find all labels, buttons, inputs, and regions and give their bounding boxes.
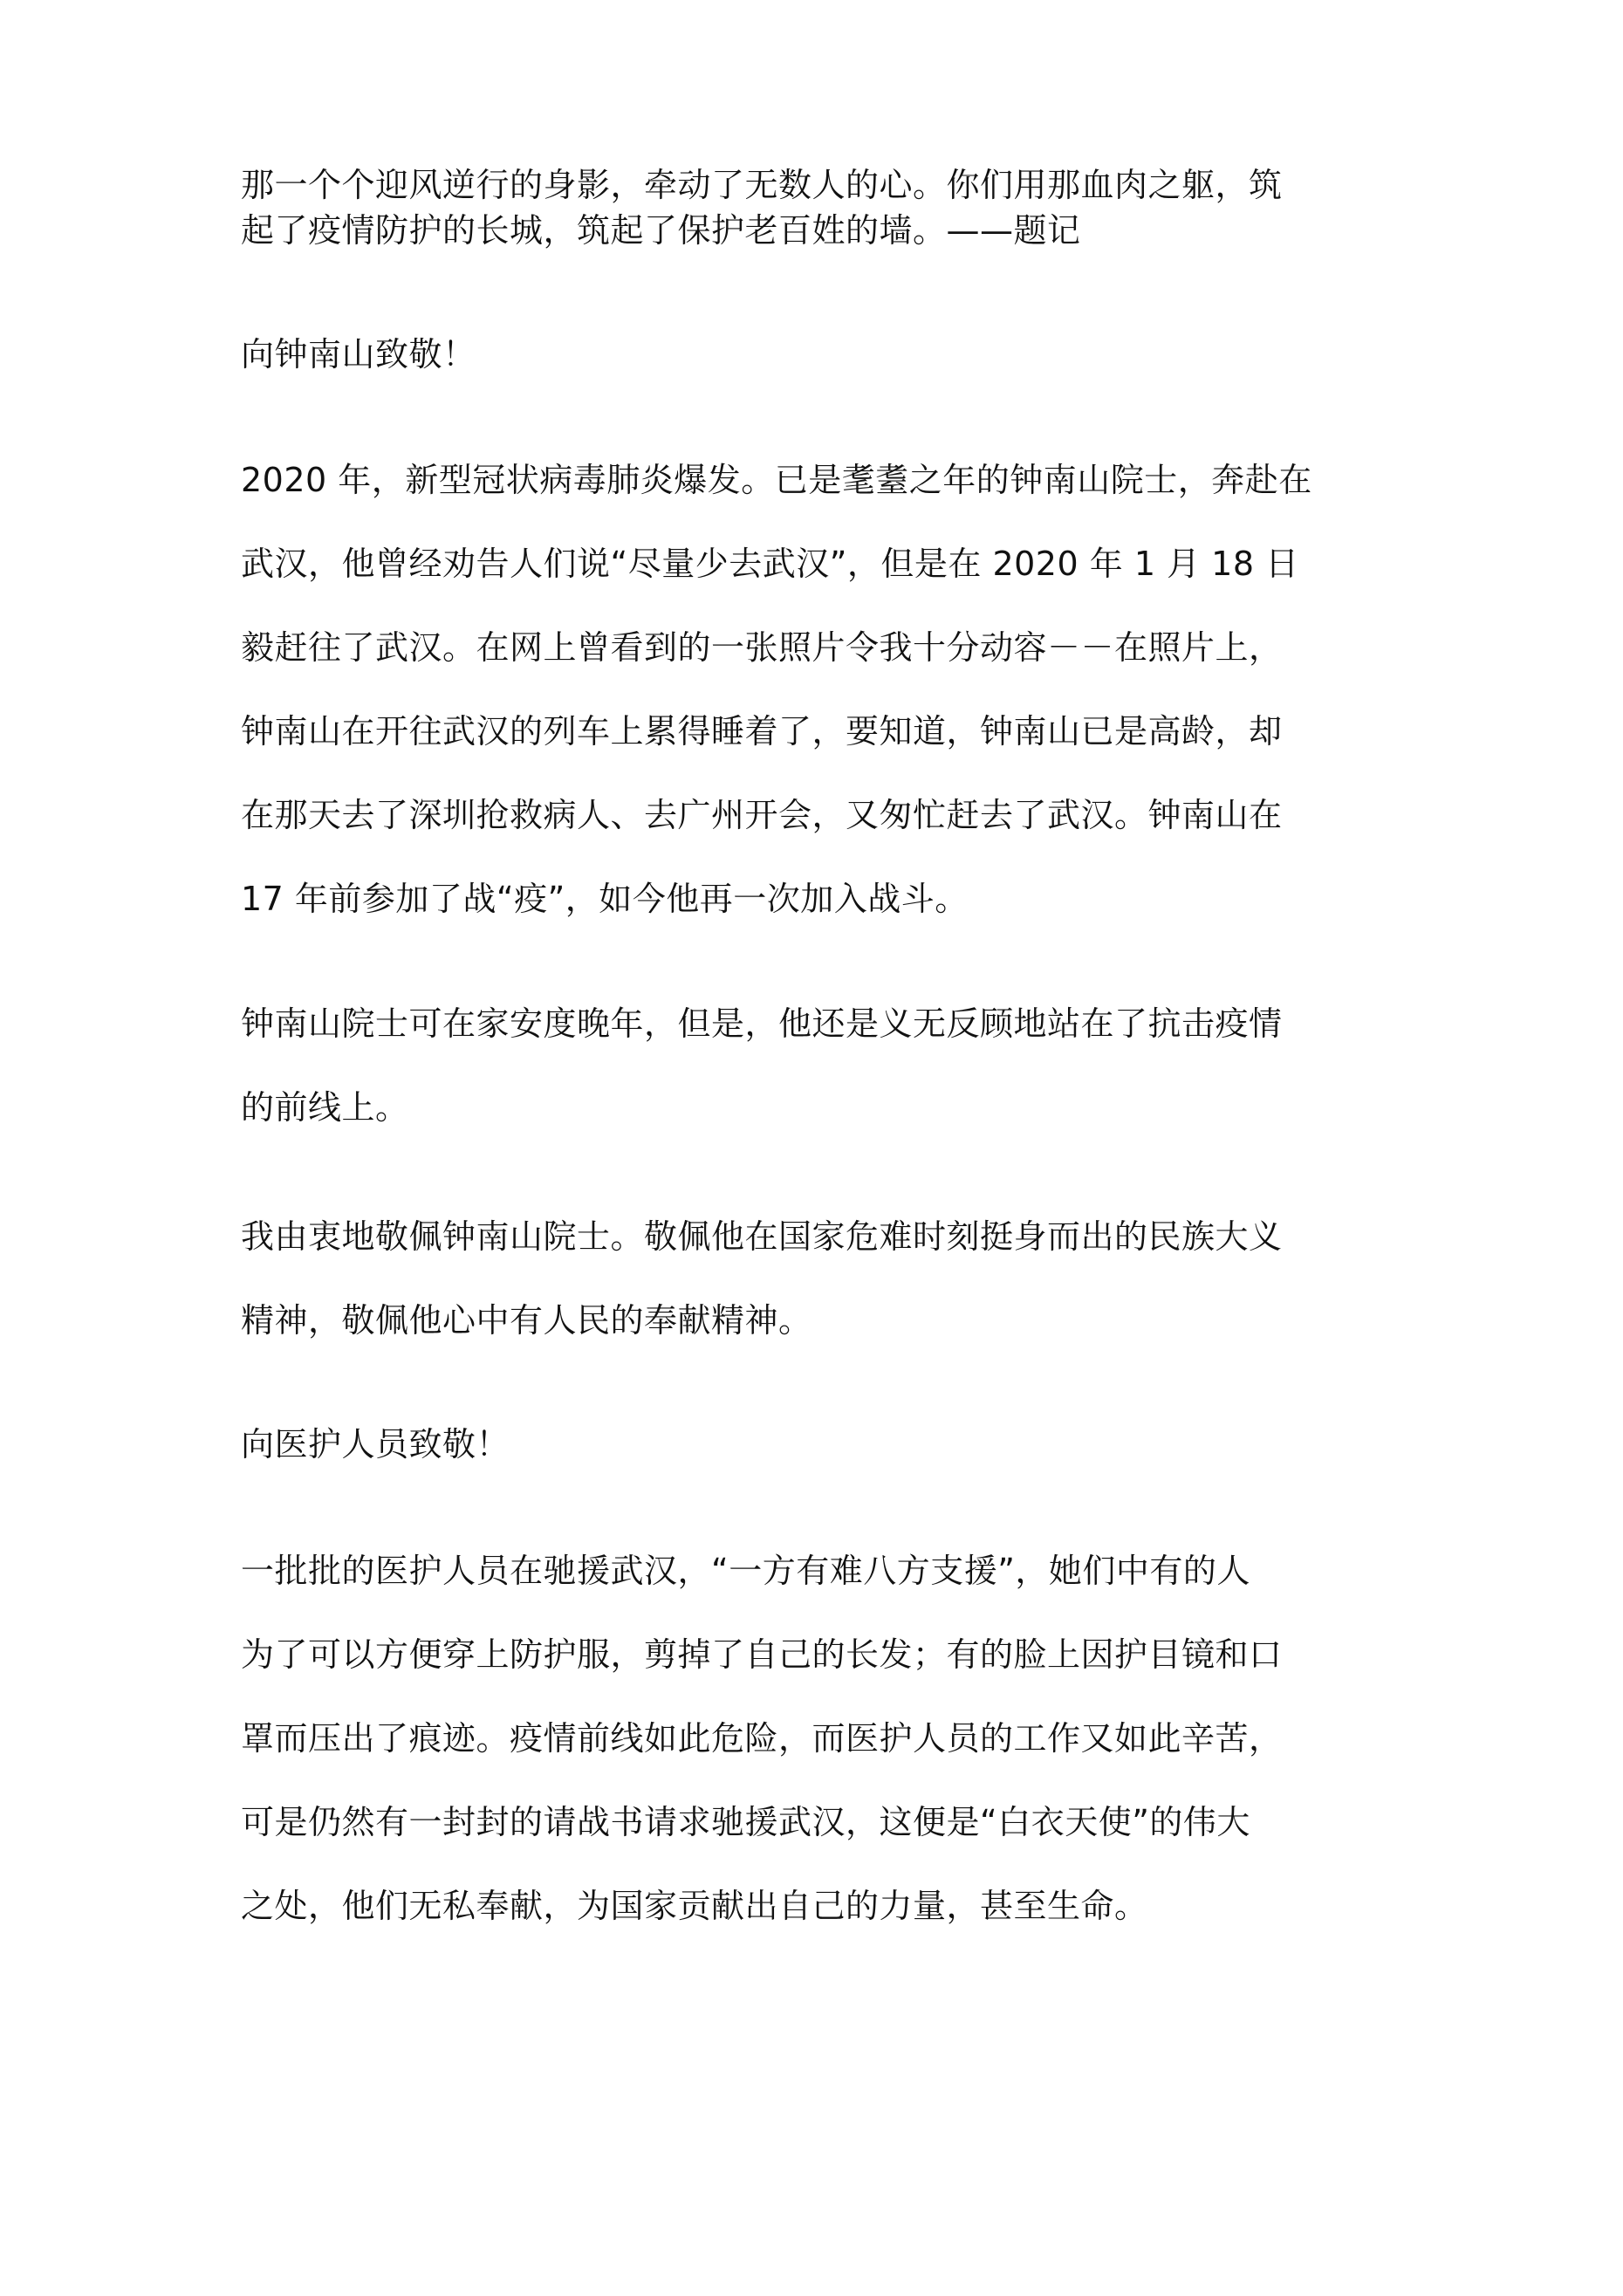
zhong-nanshan-paragraph-3 xyxy=(241,1195,1410,1362)
text-line: 一批批的医护人员在驰援武汉，“一方有难八方支援”，她们中有的人 xyxy=(241,1552,1250,1590)
text-line: 钟南山院士可在家安度晚年，但是，他还是义无反顾地站在了抗击疫情 xyxy=(241,1004,1283,1043)
text-line: 毅赶往了武汉。在网上曾看到的一张照片令我十分动容－－在照片上， xyxy=(241,628,1283,667)
text-line: 精神，敬佩他心中有人民的奉献精神。 xyxy=(241,1301,812,1340)
text-line: 起了疫情防护的长城，筑起了保护老百姓的墙。——题记 xyxy=(241,211,1081,250)
text-line: 17 年前参加了战“疫”，如今他再一次加入战斗。 xyxy=(241,880,969,918)
text-line: 那一个个迎风逆行的身影，牵动了无数人的心。你们用那血肉之躯，筑 xyxy=(241,166,1283,204)
epigraph-paragraph xyxy=(241,162,1410,253)
text-line: 我由衷地敬佩钟南山院士。敬佩他在国家危难时刻挺身而出的民族大义 xyxy=(241,1217,1283,1256)
text-line: 的前线上。 xyxy=(241,1088,409,1127)
text-line: 武汉，他曾经劝告人们说“尽量少去武汉”，但是在 2020 年 1 月 18 日 xyxy=(241,545,1299,583)
section-heading-zhong-nanshan xyxy=(241,332,1410,377)
text-line: 可是仍然有一封封的请战书请求驰援武汉，这便是“白衣天使”的伟大 xyxy=(241,1803,1250,1841)
text-line: 之处，他们无私奉献，为国家贡献出自己的力量，甚至生命。 xyxy=(241,1887,1148,1925)
text-line: 为了可以方便穿上防护服，剪掉了自己的长发；有的脸上因护目镜和口 xyxy=(241,1635,1283,1674)
zhong-nanshan-paragraph-1 xyxy=(241,438,1410,941)
text-line: 罩而压出了痕迹。疫情前线如此危险，而医护人员的工作又如此辛苦， xyxy=(241,1719,1283,1758)
zhong-nanshan-paragraph-2 xyxy=(241,982,1410,1149)
text-line: 在那天去了深圳抢救病人、去广州开会，又匆忙赶去了武汉。钟南山在 xyxy=(241,796,1283,834)
medical-staff-paragraph-1 xyxy=(241,1529,1410,1948)
heading-text: 向医护人员致敬！ xyxy=(241,1425,510,1463)
text-line: 2020 年，新型冠状病毒肺炎爆发。已是耄耋之年的钟南山院士，奔赴在 xyxy=(241,461,1312,499)
heading-text: 向钟南山致敬！ xyxy=(241,335,476,374)
text-line: 钟南山在开往武汉的列车上累得睡着了，要知道，钟南山已是高龄，却 xyxy=(241,712,1283,750)
section-heading-medical-staff xyxy=(241,1422,1410,1467)
